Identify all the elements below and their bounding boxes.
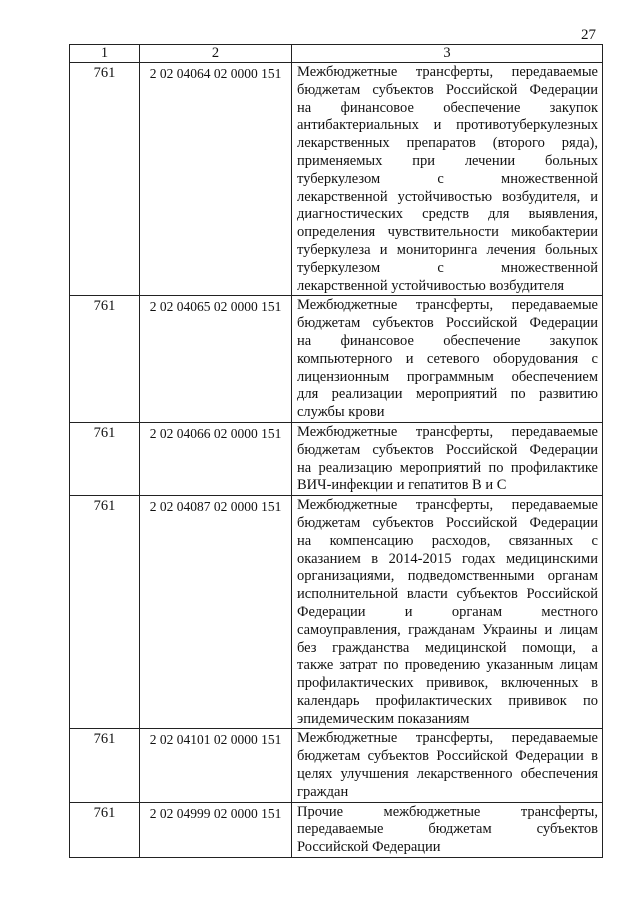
table-row [70, 422, 603, 495]
description-cell [292, 496, 603, 729]
description-line: бюджетам субъектов Российской Федерации [297, 514, 598, 531]
table-row [70, 63, 603, 296]
description-line: применяемых при лечении больных [297, 152, 598, 169]
description-line: на компенсацию расходов, связанных с [297, 532, 598, 549]
description-line: профилактических прививок, включенных в [297, 675, 598, 692]
description-line: ВИЧ-инфекции и гепатитов B и C [297, 477, 507, 494]
description-line: календарь профилактических прививок по [297, 692, 598, 709]
table-header-row [70, 45, 603, 63]
admin-code-cell: 761 [70, 296, 140, 423]
description-line: также затрат по проведению указанным лицам [297, 657, 598, 674]
admin-code-cell: 761 [70, 422, 140, 495]
budget-code-cell: 2 02 04999 02 0000 151 [140, 802, 292, 857]
admin-code-cell: 761 [70, 63, 140, 296]
description-line: бюджетам субъектов Российской Федерации [297, 81, 598, 98]
description-line: службы крови [297, 404, 385, 421]
table-row [70, 802, 603, 857]
budget-code-cell: 2 02 04064 02 0000 151 [140, 63, 292, 296]
budget-code-cell: 2 02 04066 02 0000 151 [140, 422, 292, 495]
admin-code-cell: 761 [70, 729, 140, 802]
table-row [70, 496, 603, 729]
column-header-2: 2 [140, 45, 292, 63]
column-header-3: 3 [292, 45, 603, 63]
description-cell [292, 296, 603, 423]
description-line: передаваемые бюджетам субъектов [297, 821, 598, 838]
budget-code-cell: 2 02 04101 02 0000 151 [140, 729, 292, 802]
budget-code-cell: 2 02 04087 02 0000 151 [140, 496, 292, 729]
description-line: бюджетам субъектов Российской Федерации в [297, 748, 598, 765]
description-line: исполнительной власти субъектов Российской [297, 586, 598, 603]
description-line: на реализацию мероприятий по профилактике [297, 459, 598, 476]
description-line: бюджетам субъектов Российской Федерации [297, 315, 598, 332]
description-line: лекарственной устойчивостью возбудителя, и [297, 188, 598, 205]
description-line: компьютерного и сетевого оборудования с [297, 350, 598, 367]
description-line: граждан [297, 783, 349, 800]
description-line: лекарственных препаратов (второго ряда), [297, 135, 598, 152]
description-cell [292, 729, 603, 802]
description-cell [292, 802, 603, 857]
budget-code-cell: 2 02 04065 02 0000 151 [140, 296, 292, 423]
page-number: 27 [581, 27, 596, 43]
description-line: эпидемическим показаниям [297, 710, 470, 727]
description-line: Российской Федерации [297, 839, 441, 856]
table-row [70, 729, 603, 802]
description-cell [292, 63, 603, 296]
description-line: туберкулезом с множественной [297, 259, 598, 276]
description-line: антибактериальных и противотуберкулезных [297, 117, 598, 134]
description-line: без гражданства медицинской помощи, а [297, 639, 598, 656]
description-line: Межбюджетные трансферты, передаваемые [297, 423, 598, 440]
description-line: лекарственной устойчивостью возбудителя [297, 277, 565, 294]
description-line: лицензионным программным обеспечением [297, 368, 598, 385]
description-line: Межбюджетные трансферты, передаваемые [297, 497, 598, 514]
description-line: организациями, подведомственными органам [297, 568, 598, 585]
admin-code-cell: 761 [70, 802, 140, 857]
description-line: туберкулезом с множественной [297, 170, 598, 187]
description-line: определения чувствительности микобактерии [297, 224, 598, 241]
description-line: Межбюджетные трансферты, передаваемые [297, 730, 598, 747]
description-line: для реализации мероприятий по развитию [297, 386, 598, 403]
description-line: Федерации и органам местного [297, 603, 598, 620]
admin-code-cell: 761 [70, 496, 140, 729]
description-line: диагностических средств для выявления, [297, 206, 598, 223]
table-row [70, 296, 603, 423]
description-line: на финансовое обеспечение закупок [297, 99, 598, 116]
column-header-1: 1 [70, 45, 140, 63]
description-line: Межбюджетные трансферты, передаваемые [297, 297, 598, 314]
description-line: Межбюджетные трансферты, передаваемые [297, 64, 598, 80]
description-line: целях улучшения лекарственного обеспечения [297, 766, 598, 783]
description-line: туберкулеза и мониторинга лечения больных [297, 241, 598, 258]
description-line: бюджетам субъектов Российской Федерации [297, 441, 598, 458]
budget-classification-table [69, 44, 603, 858]
description-cell [292, 422, 603, 495]
description-line: самоуправления, гражданам Украины и лицам [297, 621, 598, 638]
description-line: на финансовое обеспечение закупок [297, 332, 598, 349]
description-line: Прочие межбюджетные трансферты, [297, 803, 598, 820]
description-line: оказанием в 2014-2015 годах медицинскими [297, 550, 598, 567]
